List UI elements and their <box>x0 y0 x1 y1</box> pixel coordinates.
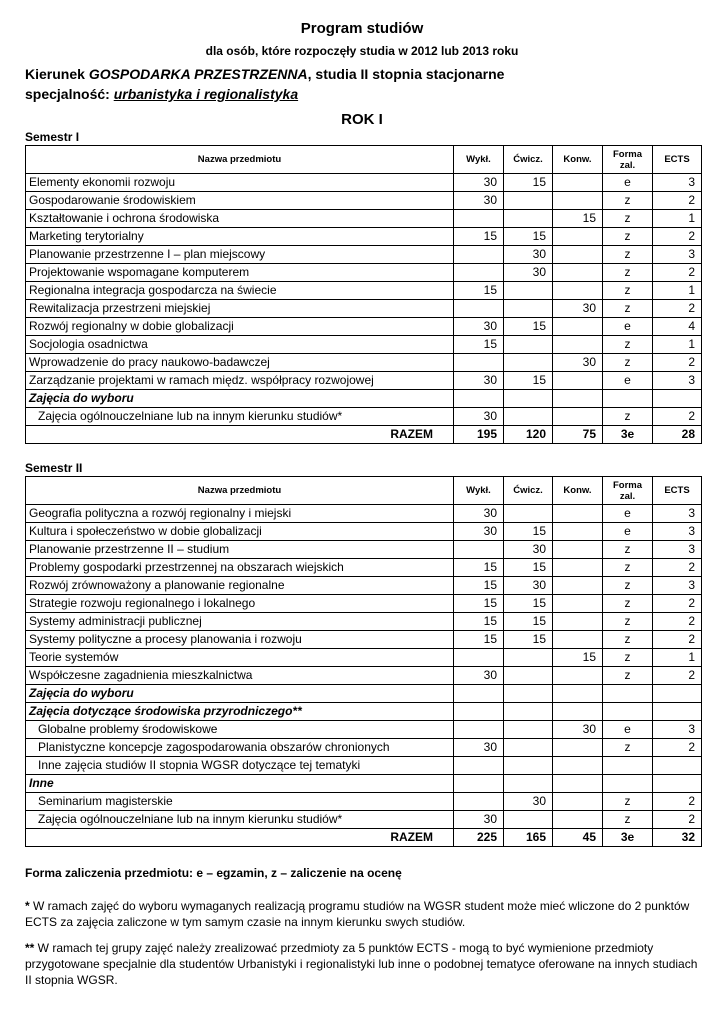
cell-konw <box>553 559 603 577</box>
table-row <box>26 300 702 318</box>
total-wykl: 195 <box>454 426 504 444</box>
cell-cwicz: 15 <box>504 559 553 577</box>
subject-name: Planowanie przestrzenne II – studium <box>26 541 454 559</box>
total-cwicz: 165 <box>504 829 553 847</box>
cell-forma <box>603 703 653 721</box>
cell-cwicz <box>504 336 553 354</box>
cell-ects: 3 <box>653 577 702 595</box>
subject-name: Planowanie przestrzenne I – plan miejscowy <box>26 246 454 264</box>
cell-ects: 2 <box>653 667 702 685</box>
cell-wykl: 30 <box>454 192 504 210</box>
cell-cwicz: 15 <box>504 174 553 192</box>
column-header-ects: ECTS <box>653 477 702 505</box>
cell-forma <box>603 390 653 408</box>
footnote-2-mark: ** <box>25 941 35 955</box>
cell-konw <box>553 336 603 354</box>
cell-wykl <box>454 703 504 721</box>
cell-wykl: 15 <box>454 282 504 300</box>
cell-wykl <box>454 541 504 559</box>
cell-cwicz: 30 <box>504 541 553 559</box>
cell-ects: 2 <box>653 408 702 426</box>
cell-wykl: 30 <box>454 523 504 541</box>
cell-wykl: 15 <box>454 559 504 577</box>
subject-name: Marketing terytorialny <box>26 228 454 246</box>
subject-name: Współczesne zagadnienia mieszkalnictwa <box>26 667 454 685</box>
cell-forma <box>603 685 653 703</box>
cell-ects: 2 <box>653 192 702 210</box>
cell-wykl: 15 <box>454 336 504 354</box>
cell-forma: e <box>603 372 653 390</box>
footnote-1-mark: * <box>25 899 30 913</box>
cell-forma <box>603 775 653 793</box>
subject-name: Geografia polityczna a rozwój regionalny i miejski <box>26 505 454 523</box>
cell-konw <box>553 595 603 613</box>
column-header-ects: ECTS <box>653 146 702 174</box>
cell-wykl: 30 <box>454 505 504 523</box>
semester-2-table <box>25 476 702 847</box>
cell-ects: 2 <box>653 811 702 829</box>
total-row <box>26 829 702 847</box>
document-title: Program studiów <box>300 20 424 37</box>
semester-1-table <box>25 145 702 444</box>
cell-wykl <box>454 354 504 372</box>
cell-konw <box>553 174 603 192</box>
table-row <box>26 354 702 372</box>
cell-cwicz <box>504 282 553 300</box>
cell-cwicz <box>504 300 553 318</box>
table-row <box>26 703 702 721</box>
subject-name: Strategie rozwoju regionalnego i lokalnego <box>26 595 454 613</box>
subject-name: Planistyczne koncepcje zagospodarowania obszarów chronionych <box>26 739 454 757</box>
cell-konw: 30 <box>553 721 603 739</box>
table-row <box>26 613 702 631</box>
cell-forma: e <box>603 174 653 192</box>
table-row <box>26 282 702 300</box>
cell-forma: z <box>603 613 653 631</box>
total-label: RAZEM <box>26 829 454 847</box>
subject-name: Socjologia osadnictwa <box>26 336 454 354</box>
cell-ects: 1 <box>653 649 702 667</box>
footnote-2-text: W ramach tej grupy zajęć należy zrealizować przedmioty za 5 punktów ECTS - mogą to być wymienione przedmioty przygotowane specjalnie dla studentów Urbanistyki i regionalistyki lub inne o podobnej tematyce oferowane na innych studiach II stopnia WGSR. <box>25 941 698 987</box>
kierunek-suffix: , studia II stopnia stacjonarne <box>307 66 505 82</box>
cell-wykl <box>454 685 504 703</box>
semester-1-label: Semestr I <box>25 130 80 144</box>
cell-konw <box>553 541 603 559</box>
cell-cwicz <box>504 721 553 739</box>
column-header-forma: Forma zal. <box>603 146 653 174</box>
column-header-cwicz: Ćwicz. <box>504 477 553 505</box>
cell-ects: 3 <box>653 372 702 390</box>
table-row <box>26 210 702 228</box>
cell-ects <box>653 390 702 408</box>
cell-forma: z <box>603 595 653 613</box>
footnote-2 <box>25 940 705 988</box>
cell-wykl <box>454 649 504 667</box>
cell-wykl <box>454 721 504 739</box>
cell-konw <box>553 408 603 426</box>
table-row <box>26 523 702 541</box>
cell-cwicz <box>504 354 553 372</box>
subject-name: Globalne problemy środowiskowe <box>26 721 454 739</box>
cell-cwicz <box>504 192 553 210</box>
cell-forma: z <box>603 210 653 228</box>
column-header-forma: Forma zal. <box>603 477 653 505</box>
table-row <box>26 228 702 246</box>
cell-konw: 30 <box>553 354 603 372</box>
footnote-1 <box>25 898 705 930</box>
table-row <box>26 192 702 210</box>
cell-wykl <box>454 390 504 408</box>
cell-cwicz <box>504 757 553 775</box>
subject-name: Zajęcia do wyboru <box>26 685 454 703</box>
table-row <box>26 793 702 811</box>
table-row <box>26 811 702 829</box>
subject-name: Zajęcia do wyboru <box>26 390 454 408</box>
cell-cwicz: 30 <box>504 264 553 282</box>
subject-name: Zajęcia ogólnouczelniane lub na innym kierunku studiów* <box>26 408 454 426</box>
spec-name: urbanistyka i regionalistyka <box>113 86 299 102</box>
subject-name: Zajęcia ogólnouczelniane lub na innym kierunku studiów* <box>26 811 454 829</box>
subject-name: Rozwój zrównoważony a planowanie regionalne <box>26 577 454 595</box>
cell-forma: z <box>603 577 653 595</box>
cell-wykl: 15 <box>454 613 504 631</box>
subject-name: Systemy polityczne a procesy planowania i rozwoju <box>26 631 454 649</box>
cell-cwicz: 15 <box>504 372 553 390</box>
year-heading: ROK I <box>341 111 383 128</box>
cell-forma: z <box>603 559 653 577</box>
subject-name: Kultura i społeczeństwo w dobie globalizacji <box>26 523 454 541</box>
table-row <box>26 577 702 595</box>
cell-cwicz: 15 <box>504 613 553 631</box>
cell-ects: 2 <box>653 300 702 318</box>
cell-forma: z <box>603 667 653 685</box>
cell-cwicz <box>504 739 553 757</box>
cell-cwicz: 30 <box>504 793 553 811</box>
cell-forma: e <box>603 523 653 541</box>
cell-forma: z <box>603 228 653 246</box>
header-row <box>26 477 702 505</box>
cell-wykl: 30 <box>454 811 504 829</box>
cell-cwicz: 15 <box>504 228 553 246</box>
cell-ects: 1 <box>653 210 702 228</box>
cell-konw <box>553 811 603 829</box>
column-header-name: Nazwa przedmiotu <box>26 146 454 174</box>
total-row <box>26 426 702 444</box>
cell-konw <box>553 282 603 300</box>
subject-name: Elementy ekonomii rozwoju <box>26 174 454 192</box>
cell-konw <box>553 318 603 336</box>
document-subtitle: dla osób, które rozpoczęły studia w 2012 lub 2013 roku <box>205 44 519 58</box>
total-cwicz: 120 <box>504 426 553 444</box>
table-row <box>26 739 702 757</box>
subject-name: Seminarium magisterskie <box>26 793 454 811</box>
table-row <box>26 336 702 354</box>
table-row <box>26 757 702 775</box>
cell-wykl: 15 <box>454 577 504 595</box>
cell-forma: z <box>603 811 653 829</box>
cell-wykl <box>454 210 504 228</box>
cell-forma: e <box>603 318 653 336</box>
table-row <box>26 667 702 685</box>
cell-ects: 2 <box>653 228 702 246</box>
cell-konw <box>553 631 603 649</box>
cell-konw: 15 <box>553 210 603 228</box>
subject-name: Gospodarowanie środowiskiem <box>26 192 454 210</box>
column-header-wykl: Wykł. <box>454 146 504 174</box>
cell-cwicz: 15 <box>504 318 553 336</box>
cell-cwicz <box>504 811 553 829</box>
total-ects: 28 <box>653 426 702 444</box>
cell-forma: z <box>603 649 653 667</box>
subject-name: Projektowanie wspomagane komputerem <box>26 264 454 282</box>
cell-ects <box>653 775 702 793</box>
cell-cwicz: 15 <box>504 631 553 649</box>
subject-name: Zajęcia dotyczące środowiska przyrodniczego** <box>26 703 454 721</box>
cell-forma: z <box>603 793 653 811</box>
table-row <box>26 721 702 739</box>
cell-cwicz: 30 <box>504 577 553 595</box>
cell-wykl <box>454 300 504 318</box>
cell-konw <box>553 192 603 210</box>
cell-konw <box>553 246 603 264</box>
cell-cwicz: 30 <box>504 246 553 264</box>
cell-wykl: 15 <box>454 631 504 649</box>
cell-forma: z <box>603 264 653 282</box>
cell-ects: 2 <box>653 595 702 613</box>
cell-wykl <box>454 793 504 811</box>
subject-name: Problemy gospodarki przestrzennej na obszarach wiejskich <box>26 559 454 577</box>
cell-ects: 3 <box>653 174 702 192</box>
kierunek-name: GOSPODARKA PRZESTRZENNA <box>88 66 308 82</box>
cell-ects: 2 <box>653 559 702 577</box>
cell-ects: 1 <box>653 336 702 354</box>
subject-name: Zarządzanie projektami w ramach międz. współpracy rozwojowej <box>26 372 454 390</box>
cell-ects: 1 <box>653 282 702 300</box>
table-row <box>26 595 702 613</box>
cell-konw <box>553 775 603 793</box>
cell-forma: z <box>603 282 653 300</box>
subject-name: Rewitalizacja przestrzeni miejskiej <box>26 300 454 318</box>
cell-konw <box>553 685 603 703</box>
cell-forma: e <box>603 721 653 739</box>
cell-forma: z <box>603 246 653 264</box>
cell-forma: z <box>603 192 653 210</box>
cell-wykl: 15 <box>454 228 504 246</box>
cell-ects: 3 <box>653 541 702 559</box>
cell-konw <box>553 390 603 408</box>
table-row <box>26 685 702 703</box>
cell-wykl: 30 <box>454 318 504 336</box>
table-row <box>26 541 702 559</box>
column-header-konw: Konw. <box>553 146 603 174</box>
table-row <box>26 390 702 408</box>
cell-ects: 2 <box>653 264 702 282</box>
cell-wykl: 15 <box>454 595 504 613</box>
header-row <box>26 146 702 174</box>
cell-wykl <box>454 264 504 282</box>
cell-wykl <box>454 757 504 775</box>
cell-konw <box>553 228 603 246</box>
cell-forma: z <box>603 408 653 426</box>
cell-ects <box>653 703 702 721</box>
cell-ects <box>653 757 702 775</box>
cell-cwicz <box>504 649 553 667</box>
cell-konw <box>553 372 603 390</box>
total-label: RAZEM <box>26 426 454 444</box>
cell-forma: z <box>603 336 653 354</box>
table-row <box>26 775 702 793</box>
footnote-1-text: W ramach zajęć do wyboru wymaganych realizacją programu studiów na WGSR student może mieć wliczone do 2 punktów ECTS za zajęcia zaliczone w tym samym czasie na innym kierunku swych studiów. <box>25 899 690 929</box>
subject-name: Kształtowanie i ochrona środowiska <box>26 210 454 228</box>
cell-konw <box>553 793 603 811</box>
cell-ects: 2 <box>653 739 702 757</box>
cell-cwicz <box>504 390 553 408</box>
column-header-name: Nazwa przedmiotu <box>26 477 454 505</box>
cell-konw <box>553 613 603 631</box>
table-row <box>26 264 702 282</box>
cell-cwicz <box>504 408 553 426</box>
cell-ects: 2 <box>653 354 702 372</box>
cell-forma: z <box>603 300 653 318</box>
table-row <box>26 372 702 390</box>
table-row <box>26 318 702 336</box>
forma-legend: Forma zaliczenia przedmiotu: e – egzamin, z – zaliczenie na ocenę <box>25 866 402 880</box>
cell-cwicz <box>504 775 553 793</box>
table-row <box>26 505 702 523</box>
total-konw: 45 <box>553 829 603 847</box>
cell-cwicz <box>504 703 553 721</box>
cell-konw <box>553 667 603 685</box>
cell-forma <box>603 757 653 775</box>
kierunek-prefix: Kierunek <box>25 66 89 82</box>
column-header-wykl: Wykł. <box>454 477 504 505</box>
subject-name: Inne <box>26 775 454 793</box>
cell-konw <box>553 264 603 282</box>
cell-wykl <box>454 775 504 793</box>
cell-ects <box>653 685 702 703</box>
cell-wykl: 30 <box>454 739 504 757</box>
cell-forma: e <box>603 505 653 523</box>
cell-ects: 3 <box>653 505 702 523</box>
cell-ects: 2 <box>653 631 702 649</box>
cell-wykl <box>454 246 504 264</box>
cell-wykl: 30 <box>454 667 504 685</box>
cell-forma: z <box>603 354 653 372</box>
total-ects: 32 <box>653 829 702 847</box>
table-row <box>26 649 702 667</box>
cell-konw <box>553 703 603 721</box>
subject-name: Inne zajęcia studiów II stopnia WGSR dotyczące tej tematyki <box>26 757 454 775</box>
total-konw: 75 <box>553 426 603 444</box>
cell-konw: 15 <box>553 649 603 667</box>
cell-forma: z <box>603 631 653 649</box>
cell-forma: z <box>603 739 653 757</box>
total-wykl: 225 <box>454 829 504 847</box>
specjalnosc-line <box>25 86 298 102</box>
table-row <box>26 408 702 426</box>
column-header-cwicz: Ćwicz. <box>504 146 553 174</box>
spec-prefix: specjalność: <box>25 86 114 102</box>
cell-forma: z <box>603 541 653 559</box>
cell-cwicz <box>504 210 553 228</box>
semester-2-label: Semestr II <box>25 461 83 475</box>
subject-name: Rozwój regionalny w dobie globalizacji <box>26 318 454 336</box>
subject-name: Regionalna integracja gospodarcza na świecie <box>26 282 454 300</box>
cell-ects: 2 <box>653 793 702 811</box>
column-header-konw: Konw. <box>553 477 603 505</box>
total-forma: 3e <box>603 829 653 847</box>
total-forma: 3e <box>603 426 653 444</box>
cell-ects: 2 <box>653 613 702 631</box>
table-row <box>26 174 702 192</box>
cell-ects: 3 <box>653 523 702 541</box>
table-row <box>26 246 702 264</box>
cell-konw <box>553 505 603 523</box>
subject-name: Teorie systemów <box>26 649 454 667</box>
cell-konw <box>553 739 603 757</box>
cell-konw <box>553 757 603 775</box>
cell-konw <box>553 577 603 595</box>
cell-ects: 4 <box>653 318 702 336</box>
cell-cwicz: 15 <box>504 523 553 541</box>
cell-wykl: 30 <box>454 174 504 192</box>
cell-cwicz <box>504 505 553 523</box>
table-row <box>26 631 702 649</box>
subject-name: Wprowadzenie do pracy naukowo-badawczej <box>26 354 454 372</box>
table-row <box>26 559 702 577</box>
cell-cwicz: 15 <box>504 595 553 613</box>
kierunek-line <box>25 66 504 82</box>
cell-konw: 30 <box>553 300 603 318</box>
cell-wykl: 30 <box>454 408 504 426</box>
cell-konw <box>553 523 603 541</box>
cell-cwicz <box>504 667 553 685</box>
cell-cwicz <box>504 685 553 703</box>
cell-ects: 3 <box>653 246 702 264</box>
cell-wykl: 30 <box>454 372 504 390</box>
cell-ects: 3 <box>653 721 702 739</box>
subject-name: Systemy administracji publicznej <box>26 613 454 631</box>
